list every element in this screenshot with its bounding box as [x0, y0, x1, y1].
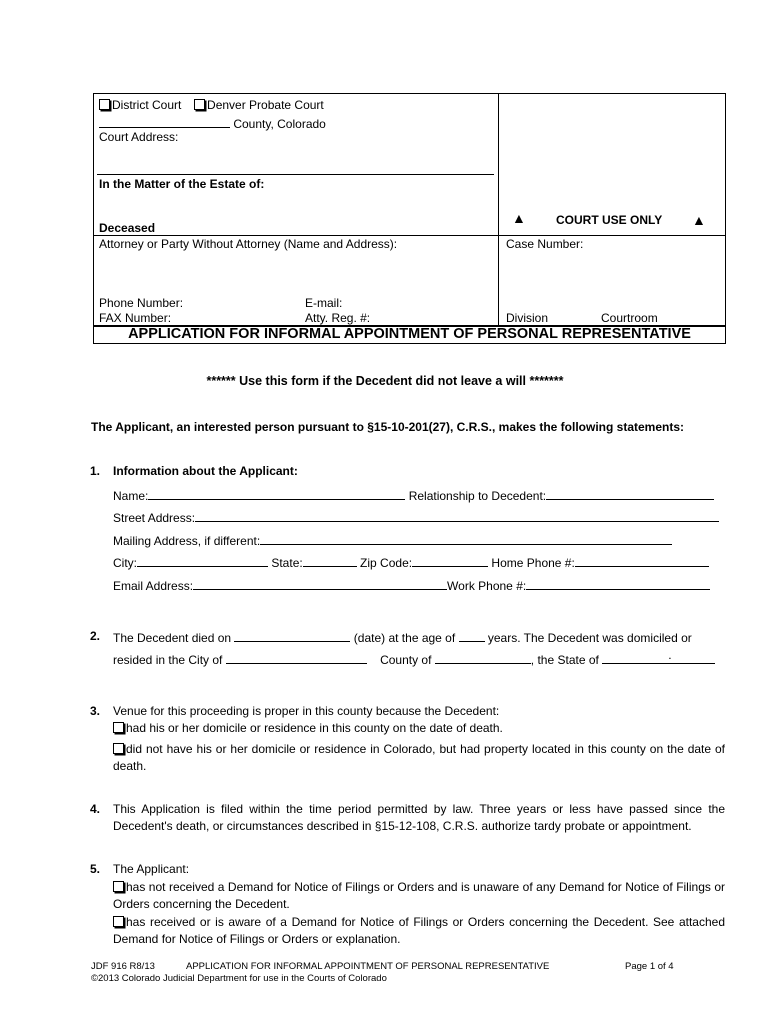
died-on-label: The Decedent died on	[113, 631, 232, 645]
attorney-label: Attorney or Party Without Attorney (Name and Address):	[99, 237, 398, 251]
death-date-field[interactable]	[234, 629, 350, 642]
section-2-number: 2.	[90, 629, 101, 643]
street-field[interactable]	[195, 509, 719, 522]
courtroom-label: Courtroom	[601, 311, 658, 325]
email-label: E-mail:	[305, 296, 343, 310]
footer-page-number: Page 1 of 4	[625, 961, 674, 972]
venue-option-1-text: had his or her domicile or residence in this county on the date of death.	[126, 721, 503, 735]
state-of-label: , the State of	[530, 653, 599, 667]
demand-received-checkbox[interactable]	[113, 916, 124, 927]
domiciled-label: years. The Decedent was domiciled or	[487, 631, 692, 645]
domicile-state-field[interactable]	[602, 648, 715, 664]
venue-property-checkbox[interactable]	[113, 743, 124, 754]
domicile-county-field[interactable]	[435, 651, 531, 664]
venue-option-2	[113, 741, 725, 775]
relationship-field[interactable]	[546, 487, 714, 500]
venue-statement: Venue for this proceeding is proper in this county because the Decedent:	[113, 704, 500, 718]
timing-statement: This Application is filed within the time period permitted by law. Three years or less have passed since the Decedent's death, or circumstances described in §15-12-108, C.R.S. authorize tardy probate or appointment.	[113, 802, 725, 833]
email-address-field[interactable]	[193, 577, 447, 590]
footer-copyright: ©2013 Colorado Judicial Department for use in the Courts of Colorado	[91, 973, 387, 984]
city-of-label: resided in the City of	[113, 653, 223, 667]
section-1-heading: Information about the Applicant:	[113, 464, 298, 478]
division-label: Division	[506, 311, 549, 325]
email-row	[113, 577, 710, 593]
name-field[interactable]	[148, 487, 405, 500]
intro-statement: The Applicant, an interested person pursuant to §15-10-201(27), C.R.S., makes the following statements:	[91, 420, 685, 434]
estate-divider-line	[97, 174, 494, 175]
triangle-up-icon: ▲	[692, 212, 706, 228]
no-demand-checkbox[interactable]	[113, 881, 124, 892]
case-number-label: Case Number:	[506, 237, 584, 251]
demand-option-2-text: has received or is aware of a Demand for Notice of Filings or Orders concerning the Decedent. See attached Demand for Notice of Filings or Orders or explanation.	[113, 915, 725, 946]
state-field[interactable]	[303, 554, 357, 567]
county-of-label: County of	[380, 653, 432, 667]
city-row	[113, 554, 709, 570]
death-date-row	[113, 629, 692, 645]
domicile-city-field[interactable]	[226, 651, 367, 664]
county-colorado-label: County, Colorado	[233, 117, 326, 131]
atty-reg-label: Atty. Reg. #:	[305, 311, 371, 325]
domicile-row	[113, 648, 715, 667]
period-mark: .	[668, 648, 672, 662]
no-will-notice: ****** Use this form if the Decedent did not leave a will *******	[206, 374, 564, 388]
applicant-statement: The Applicant:	[113, 862, 190, 876]
section-3-number: 3.	[90, 704, 101, 718]
county-blank[interactable]	[99, 115, 230, 128]
mailing-row	[113, 532, 672, 548]
demand-option-2	[113, 914, 725, 948]
court-use-only-label: COURT USE ONLY	[556, 213, 663, 227]
age-label: (date) at the age of	[353, 631, 456, 645]
district-court-label: District Court	[112, 98, 182, 112]
denver-probate-label: Denver Probate Court	[207, 98, 324, 112]
footer-form-title: APPLICATION FOR INFORMAL APPOINTMENT OF PERSONAL REPRESENTATIVE	[186, 961, 550, 972]
demand-option-1	[113, 879, 725, 913]
home-phone-label: Home Phone #:	[491, 556, 575, 570]
deceased-label: Deceased	[99, 221, 156, 235]
name-row	[113, 487, 714, 503]
city-field[interactable]	[137, 554, 268, 567]
email-address-label: Email Address:	[113, 579, 194, 593]
fax-label: FAX Number:	[99, 311, 172, 325]
work-phone-label: Work Phone #:	[447, 579, 527, 593]
mailing-label: Mailing Address, if different:	[113, 534, 261, 548]
section-1-number: 1.	[90, 464, 101, 478]
age-field[interactable]	[459, 629, 485, 642]
mailing-field[interactable]	[260, 532, 672, 545]
footer-form-id: JDF 916 R8/13	[91, 961, 155, 972]
section-5-number: 5.	[90, 862, 101, 876]
denver-probate-checkbox[interactable]	[194, 99, 205, 110]
form-title: APPLICATION FOR INFORMAL APPOINTMENT OF PERSONAL REPRESENTATIVE	[93, 325, 726, 344]
street-row	[113, 509, 719, 525]
name-label: Name:	[113, 489, 149, 503]
street-label: Street Address:	[113, 511, 196, 525]
home-phone-field[interactable]	[575, 554, 709, 567]
city-label: City:	[113, 556, 137, 570]
county-line	[99, 115, 326, 131]
state-label: State:	[271, 556, 303, 570]
demand-option-1-text: has not received a Demand for Notice of Filings or Orders and is unaware of any Demand for Notice of Filings or Orders concerning the Decedent.	[113, 880, 725, 911]
caption-divider-vertical	[498, 93, 499, 326]
court-address-label: Court Address:	[99, 130, 179, 144]
court-selection	[99, 98, 324, 112]
work-phone-field[interactable]	[526, 577, 710, 590]
venue-option-1	[113, 720, 725, 737]
zip-field[interactable]	[412, 554, 488, 567]
venue-option-2-text: did not have his or her domicile or residence in Colorado, but had property located in this county on the date of death.	[113, 742, 725, 773]
triangle-up-icon: ▲	[512, 210, 526, 226]
section-4-number: 4.	[90, 802, 101, 816]
venue-domicile-checkbox[interactable]	[113, 722, 124, 733]
attorney-divider-line	[93, 235, 725, 236]
estate-matter-label: In the Matter of the Estate of:	[99, 177, 265, 191]
phone-label: Phone Number:	[99, 296, 184, 310]
district-court-checkbox[interactable]	[99, 99, 110, 110]
relationship-label: Relationship to Decedent:	[408, 489, 547, 503]
zip-label: Zip Code:	[360, 556, 413, 570]
